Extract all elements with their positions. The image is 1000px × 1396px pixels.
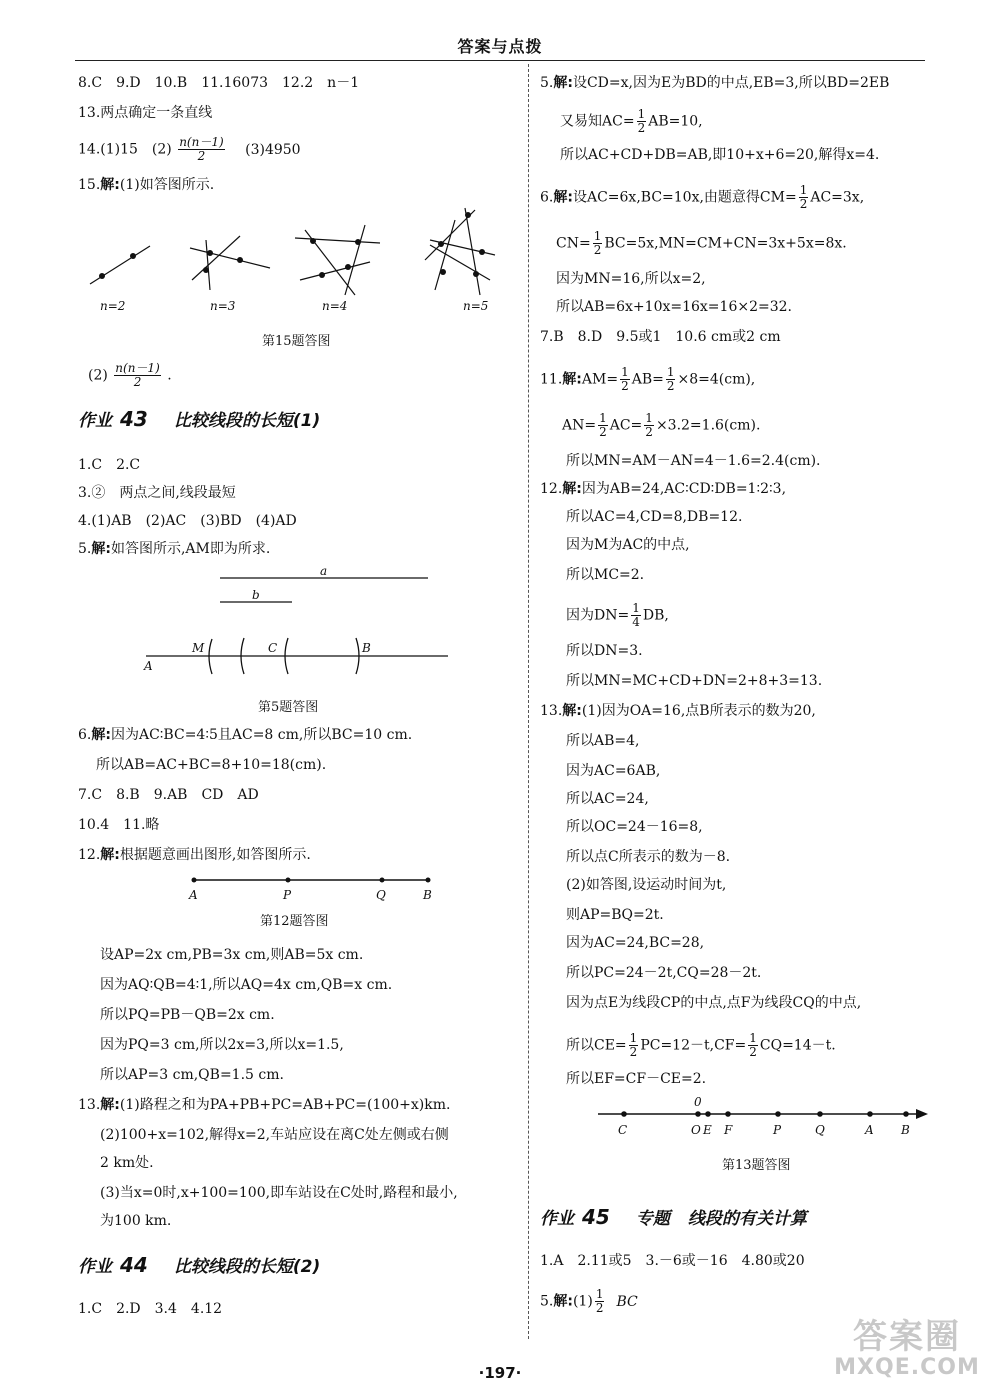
figure-label: M: [192, 641, 205, 655]
figure-label: Q: [815, 1123, 825, 1137]
answer-line: 所以PQ=PB－QB=2x cm.: [100, 1007, 275, 1023]
line-segment: [295, 238, 380, 243]
page-number: ·197·: [478, 1364, 522, 1382]
answer-line: 所以AB=AC+BC=8+10=18(cm).: [96, 757, 327, 773]
point: [426, 878, 431, 883]
heading-title: 比较线段的长短(2): [173, 1257, 321, 1277]
arrow-icon: [916, 1109, 928, 1119]
numerator: n(n－1): [179, 135, 224, 149]
text-run: ×3.2=1.6(cm).: [655, 417, 761, 434]
text-run: 6.: [78, 727, 92, 743]
text-run: 13.: [78, 1097, 101, 1113]
answer-line: 1.A 2.11或5 3.－6或－16 4.80或20: [540, 1253, 805, 1269]
figure-caption: 第12题答图: [260, 914, 329, 929]
numerator: 1: [645, 411, 653, 425]
figure-label: n=3: [210, 299, 236, 313]
watermark: [832, 1318, 982, 1380]
text-run: (2): [88, 367, 108, 384]
answer-line: 因为点E为线段CP的中点,点F为线段CQ的中点,: [566, 995, 862, 1011]
figure-label: B: [901, 1123, 910, 1137]
solution-label: 解:: [553, 75, 573, 91]
solution-label: 解:: [100, 177, 120, 193]
figure-label: B: [423, 888, 432, 902]
text-run: 根据题意画出图形,如答图所示.: [119, 847, 311, 863]
text-run: DB,: [642, 607, 669, 624]
figure-12: [180, 872, 440, 904]
answer-line: 所以点C所表示的数为－8.: [566, 849, 731, 865]
text-run: 设CD=x,因为E为BD的中点,EB=3,所以BD=2EB: [572, 75, 890, 91]
heading-title: 线段的有关计算: [687, 1209, 807, 1229]
numerator: 1: [799, 183, 808, 197]
text-run: 所以CE=: [566, 1037, 627, 1054]
text-run: AB=: [631, 371, 664, 388]
text-run: .: [167, 367, 172, 384]
answer-line: [78, 1096, 450, 1114]
section-heading-44: [78, 1254, 320, 1278]
answer-line: [540, 702, 816, 720]
point: [310, 238, 316, 244]
denominator: 2: [629, 1045, 638, 1059]
figure-label: b: [252, 588, 260, 602]
answer-line: [78, 176, 214, 194]
figure-label: Q: [376, 888, 386, 902]
figure-label: n=2: [100, 299, 126, 313]
answer-line: 所以PC=24－2t,CQ=28－2t.: [566, 965, 762, 981]
point: [192, 878, 197, 883]
text-run: BC: [616, 1293, 638, 1310]
section-heading-45: [540, 1206, 807, 1230]
fraction: [666, 366, 676, 393]
watermark-logo-text: 答案圈: [853, 1317, 961, 1357]
watermark-url: MXQE.COM: [834, 1355, 980, 1380]
point: [207, 250, 213, 256]
answer-line: 所以DN=3.: [566, 643, 643, 659]
answer-line: 因为MN=16,所以x=2,: [556, 271, 706, 287]
answer-line: 所以AC=4,CD=8,DB=12.: [566, 509, 743, 525]
answer-line: [566, 602, 669, 629]
point: [130, 253, 136, 259]
figure-caption: 第15题答图: [262, 334, 331, 349]
text-run: BC=5x,MN=CM+CN=3x+5x=8x.: [604, 235, 847, 252]
answer-line: 4.(1)AB (2)AC (3)BD (4)AD: [78, 513, 297, 529]
fraction: [631, 602, 641, 629]
figure-label: 0: [694, 1095, 702, 1109]
point: [380, 878, 385, 883]
numerator: 1: [637, 107, 646, 121]
answer-line: 所以MN=MC+CD+DN=2+8+3=13.: [566, 673, 823, 689]
point: [203, 267, 209, 273]
text-run: (1): [572, 1293, 593, 1310]
answer-line: 所以MN=AM－AN=4－1.6=2.4(cm).: [566, 453, 821, 469]
text-run: 11.: [540, 371, 563, 388]
denominator: 2: [799, 197, 808, 211]
denominator: 2: [666, 379, 675, 393]
figure-label: O: [691, 1123, 701, 1137]
text-run: 13.: [540, 703, 563, 719]
point: [438, 241, 444, 247]
text-run: (1)路程之和为PA+PB+PC=AB+PC=(100+x)km.: [119, 1097, 451, 1113]
answer-line: [560, 108, 703, 135]
numerator: 1: [632, 601, 640, 615]
answer-line: [88, 362, 172, 389]
point: [479, 249, 485, 255]
fraction: [620, 366, 630, 393]
answer-line: [540, 366, 755, 393]
text-run: AM=: [581, 371, 619, 388]
text-run: CN=: [556, 235, 591, 252]
answer-line: 3.② 两点之间,线段最短: [78, 485, 236, 501]
answer-line: [540, 480, 786, 498]
answer-line: 因为AQ∶QB=4∶1,所以AQ=4x cm,QB=x cm.: [100, 977, 393, 993]
text-run: 因为DN=: [566, 607, 630, 624]
answer-line: (3)当x=0时,x+100=100,即车站设在C处时,路程和最小,: [100, 1185, 458, 1201]
point: [705, 1111, 711, 1117]
figure-label: A: [189, 888, 198, 902]
text-run: 5.: [540, 1293, 554, 1310]
text-run: 因为AC∶BC=4∶5且AC=8 cm,所以BC=10 cm.: [110, 727, 413, 743]
fraction: [629, 1032, 639, 1059]
denominator: 2: [637, 121, 646, 135]
denominator: 2: [645, 425, 653, 439]
header-rule: [75, 60, 925, 61]
answer-line: [78, 846, 311, 864]
heading-number: 45: [582, 1205, 610, 1229]
answer-line: 所以AC=24,: [566, 791, 649, 807]
point: [99, 273, 105, 279]
text-run: 设AC=6x,BC=10x,由题意得CM=: [572, 189, 797, 206]
line-segment: [300, 262, 370, 280]
text-run: (1)如答图所示.: [119, 177, 215, 193]
point: [286, 878, 291, 883]
answer-line: 10.4 11.略: [78, 817, 160, 833]
solution-label: 解:: [553, 1293, 573, 1310]
point: [903, 1111, 909, 1117]
figure-label: E: [703, 1123, 712, 1137]
denominator: 2: [621, 379, 629, 393]
fraction: [595, 1288, 605, 1315]
line-segment: [90, 246, 150, 284]
text-run: 5.: [540, 75, 554, 91]
answer-line: (2)100+x=102,解得x=2,车站应设在离C处左侧或右侧: [100, 1127, 449, 1143]
fraction: [178, 136, 224, 163]
solution-label: 解:: [562, 703, 582, 719]
answer-line: 因为PQ=3 cm,所以2x=3,所以x=1.5,: [100, 1037, 344, 1053]
text-run: 5.: [78, 541, 92, 557]
heading-title: 比较线段的长短(1): [173, 411, 321, 431]
answer-line: 8.C 9.D 10.B 11.16073 12.2 n－1: [78, 75, 360, 91]
point: [465, 212, 471, 218]
answer-line: 因为AC=6AB,: [566, 763, 661, 779]
text-run: PC=12－t,CF=: [640, 1037, 747, 1054]
denominator: 2: [749, 1045, 757, 1059]
text-run: 12.: [78, 847, 101, 863]
fraction: [593, 230, 603, 257]
answer-line: [540, 1288, 638, 1315]
figure-caption: 第5题答图: [258, 700, 319, 715]
figure-label: F: [724, 1123, 733, 1137]
answer-line: 7.C 8.B 9.AB CD AD: [78, 787, 259, 803]
numerator: 1: [629, 1031, 638, 1045]
solution-label: 解:: [562, 481, 582, 497]
answer-line: 因为M为AC的中点,: [566, 537, 690, 553]
fraction: [598, 412, 608, 439]
answer-line: 所以AB=4,: [566, 733, 640, 749]
answer-line: [566, 1032, 836, 1059]
figure-label: a: [320, 564, 328, 578]
fraction: [644, 412, 654, 439]
text-run: (1)因为OA=16,点B所表示的数为20,: [581, 703, 816, 719]
point: [345, 264, 351, 270]
point: [355, 239, 361, 245]
answer-line: 7.B 8.D 9.5或1 10.6 cm或2 cm: [540, 329, 781, 345]
solution-label: 解:: [100, 1097, 120, 1113]
numerator: n(n－1): [115, 361, 160, 375]
line-segment: [192, 236, 240, 280]
fraction: [748, 1032, 758, 1059]
figure-5: [140, 564, 450, 674]
point: [237, 257, 243, 263]
answer-line: 所以AP=3 cm,QB=1.5 cm.: [100, 1067, 284, 1083]
running-header: 答案与点拨: [457, 37, 543, 56]
solution-label: 解:: [100, 847, 120, 863]
point: [473, 271, 479, 277]
answer-line: 所以AC+CD+DB=AB,即10+x+6=20,解得x=4.: [560, 147, 880, 163]
figure-label: n=5: [463, 299, 489, 313]
text-run: CQ=14－t.: [759, 1037, 836, 1054]
figure-label: C: [268, 641, 278, 655]
figure-15: [80, 200, 500, 325]
answer-line: (2)如答图,设运动时间为t,: [566, 877, 727, 893]
solution-label: 解:: [91, 541, 111, 557]
denominator: 2: [599, 425, 607, 439]
answer-line: [540, 184, 864, 211]
section-heading-43: [78, 408, 320, 432]
answer-line: 13.两点确定一条直线: [78, 105, 213, 121]
point: [775, 1111, 781, 1117]
figure-13: [590, 1094, 935, 1144]
text-run: 15.: [78, 177, 101, 193]
answer-line: [562, 412, 760, 439]
line-segment: [206, 240, 210, 290]
denominator: 2: [133, 375, 142, 389]
answer-line: 2 km处.: [100, 1155, 154, 1171]
figure-label: n=4: [322, 299, 348, 313]
text-run: ×8=4(cm),: [677, 371, 756, 388]
answer-line: 1.C 2.C: [78, 457, 141, 473]
answer-line: 所以EF=CF－CE=2.: [566, 1071, 707, 1087]
text-run: (3)4950: [245, 141, 301, 158]
figure-label: P: [283, 888, 292, 902]
figure-label: A: [144, 659, 153, 673]
numerator: 1: [593, 229, 602, 243]
denominator: 2: [595, 1301, 604, 1315]
point: [621, 1111, 627, 1117]
heading-topic: 专题: [635, 1209, 670, 1229]
numerator: 1: [599, 411, 607, 425]
numerator: 1: [666, 365, 675, 379]
answer-line: 所以MC=2.: [566, 567, 645, 583]
answer-line: 设AP=2x cm,PB=3x cm,则AB=5x cm.: [100, 947, 364, 963]
point: [319, 272, 325, 278]
column-divider: [528, 64, 529, 1339]
point: [695, 1111, 701, 1117]
solution-label: 解:: [91, 727, 111, 743]
figure-label: A: [865, 1123, 874, 1137]
fraction: [637, 108, 647, 135]
figure-label: C: [618, 1123, 628, 1137]
denominator: 4: [632, 615, 640, 629]
answer-line: [556, 230, 847, 257]
answer-line: 则AP=BQ=2t.: [566, 907, 664, 923]
denominator: 2: [197, 149, 206, 163]
point: [440, 269, 446, 275]
point: [817, 1111, 823, 1117]
answer-line: [78, 540, 270, 558]
fraction: [114, 362, 160, 389]
line-segment: [435, 220, 455, 290]
denominator: 2: [593, 243, 602, 257]
text-run: 又易知AC=: [560, 113, 635, 130]
point: [867, 1111, 873, 1117]
numerator: 1: [595, 1287, 604, 1301]
numerator: 1: [621, 365, 629, 379]
answer-line: [78, 136, 301, 163]
solution-label: 解:: [562, 371, 582, 388]
numerator: 1: [749, 1031, 757, 1045]
answer-line: [540, 74, 889, 92]
answer-line: 所以AB=6x+10x=16x=16×2=32.: [556, 299, 792, 315]
line-segment: [190, 248, 270, 268]
point: [725, 1111, 731, 1117]
heading-prefix: 作业: [78, 411, 112, 431]
line-segment: [345, 225, 365, 295]
figure-label: B: [362, 641, 371, 655]
heading-number: 44: [120, 1253, 148, 1277]
text-run: 14.(1)15 (2): [78, 141, 172, 158]
heading-prefix: 作业: [78, 1257, 112, 1277]
figure-label: P: [773, 1123, 782, 1137]
text-run: AN=: [562, 417, 597, 434]
text-run: 如答图所示,AM即为所求.: [110, 541, 271, 557]
text-run: AC=3x,: [810, 189, 865, 206]
text-run: AB=10,: [648, 113, 703, 130]
answer-line: 为100 km.: [100, 1213, 172, 1229]
text-run: 6.: [540, 189, 554, 206]
text-run: 12.: [540, 481, 563, 497]
answer-line: 因为AC=24,BC=28,: [566, 935, 705, 951]
figure-caption: 第13题答图: [722, 1158, 791, 1173]
heading-prefix: 作业: [540, 1209, 574, 1229]
text-run: 因为AB=24,AC∶CD∶DB=1∶2∶3,: [581, 481, 787, 497]
answer-line: [78, 726, 412, 744]
answer-line: 1.C 2.D 3.4 4.12: [78, 1301, 223, 1317]
answer-line: 所以OC=24－16=8,: [566, 819, 703, 835]
text-run: AC=: [609, 417, 643, 434]
heading-number: 43: [120, 407, 148, 431]
fraction: [799, 184, 809, 211]
solution-label: 解:: [553, 189, 573, 206]
